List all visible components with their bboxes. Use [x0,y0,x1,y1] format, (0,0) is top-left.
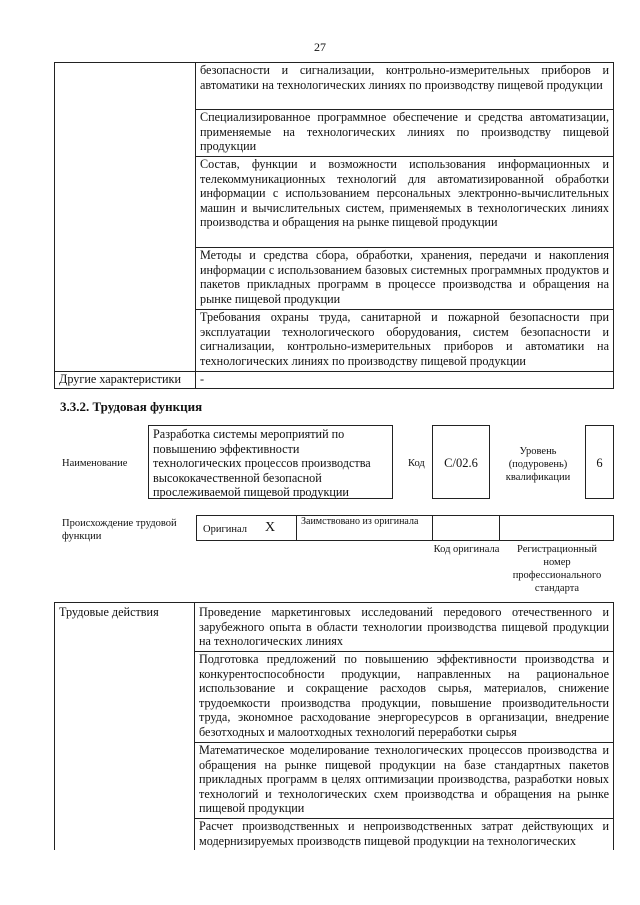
table-row [55,372,614,389]
level-label: Уровень (подуровень) квалификации [505,446,571,483]
original-cell [196,515,296,541]
table-cell: Специализированное программное обеспечение и средства автоматизации, применяемые на технологических линиях по производству пищевой продукции [196,110,614,157]
labor-actions-label: Трудовые действия [55,603,195,851]
page-number: 27 [314,40,326,54]
reg-caption: Регистрационный номер профессионального стандарта [512,544,602,594]
row-label-other: Другие характеристики [55,372,196,389]
original-label: Оригинал [203,524,247,535]
table-row [55,603,614,652]
labor-actions-table [54,602,614,850]
borrowed-cell [296,515,433,541]
function-code-box: C/02.6 [432,425,490,499]
table-cell: Методы и средства сбора, обработки, хранения, передачи и накопления информации с использованием базовых системных программных продуктов и пакетов прикладных программ в процессе производства и обращения на рынке пищевой продукции [196,248,614,310]
name-label: Наименование [62,458,128,469]
list-item: Математическое моделирование технологических процессов производства и обращения на рынке пищевой продукции на базе стандартных пакетов прикладных программ в целях оптимизации производства, разработки новых технологий и технологических схем производства и обращения на рынке пищевой продукции [195,743,614,819]
table-cell: Требования охраны труда, санитарной и пожарной безопасности при эксплуатации технологического оборудования, систем безопасности и сигнализации, контрольно-измерительных приборов и автоматики на технологических линиях по производству пищевой продукции [196,310,614,372]
table-cell: Состав, функции и возможности использования информационных и телекоммуникационных технологий для автоматизированной обработки информации с использованием персональных электронно-вычислительных машин и вычислительных систем, применяемых в технологических линиях производства и обращения на рынке пищевой продукции [196,157,614,248]
code-label: Код [408,458,425,469]
row-label [55,63,196,372]
borrowed-label: Заимствовано из оригинала [301,516,419,527]
table-row [55,63,614,110]
level-box: 6 [585,425,614,499]
section-heading: 3.3.2. Трудовая функция [60,399,203,414]
function-name-box: Разработка системы мероприятий по повышению эффективности технологических процессов производства высококачественной безопасной прослеживаемой пищевой продукции [148,425,393,499]
list-item: Подготовка предложений по повышению эффективности производства и конкурентоспособности продукции, направленных на рациональное использование и сокращение расходов сырья, материалов, снижение трудоемкости производства продукции, повышение производительности труда, экономное расходование энергоресурсов в организации, внедрение безотходных и малоотходных технологий переработки сырья [195,652,614,743]
knowledge-table [54,62,614,389]
list-item: Расчет производственных и непроизводственных затрат действующих и модернизируемых производств пищевой продукции на технологических [195,819,614,851]
table-cell: - [196,372,614,389]
table-cell: безопасности и сигнализации, контрольно-измерительных приборов и автоматики на технологических линиях по производству пищевой продукции [196,63,614,110]
origin-label: Происхождение трудовой функции [62,518,177,542]
original-mark: X [265,520,276,535]
reg-number-cell [500,515,614,541]
original-code-cell [433,515,500,541]
list-item: Проведение маркетинговых исследований передового отечественного и зарубежного опыта в области технологии производства пищевой продукции на технологических линиях [195,603,614,652]
code-caption: Код оригинала [433,544,500,555]
